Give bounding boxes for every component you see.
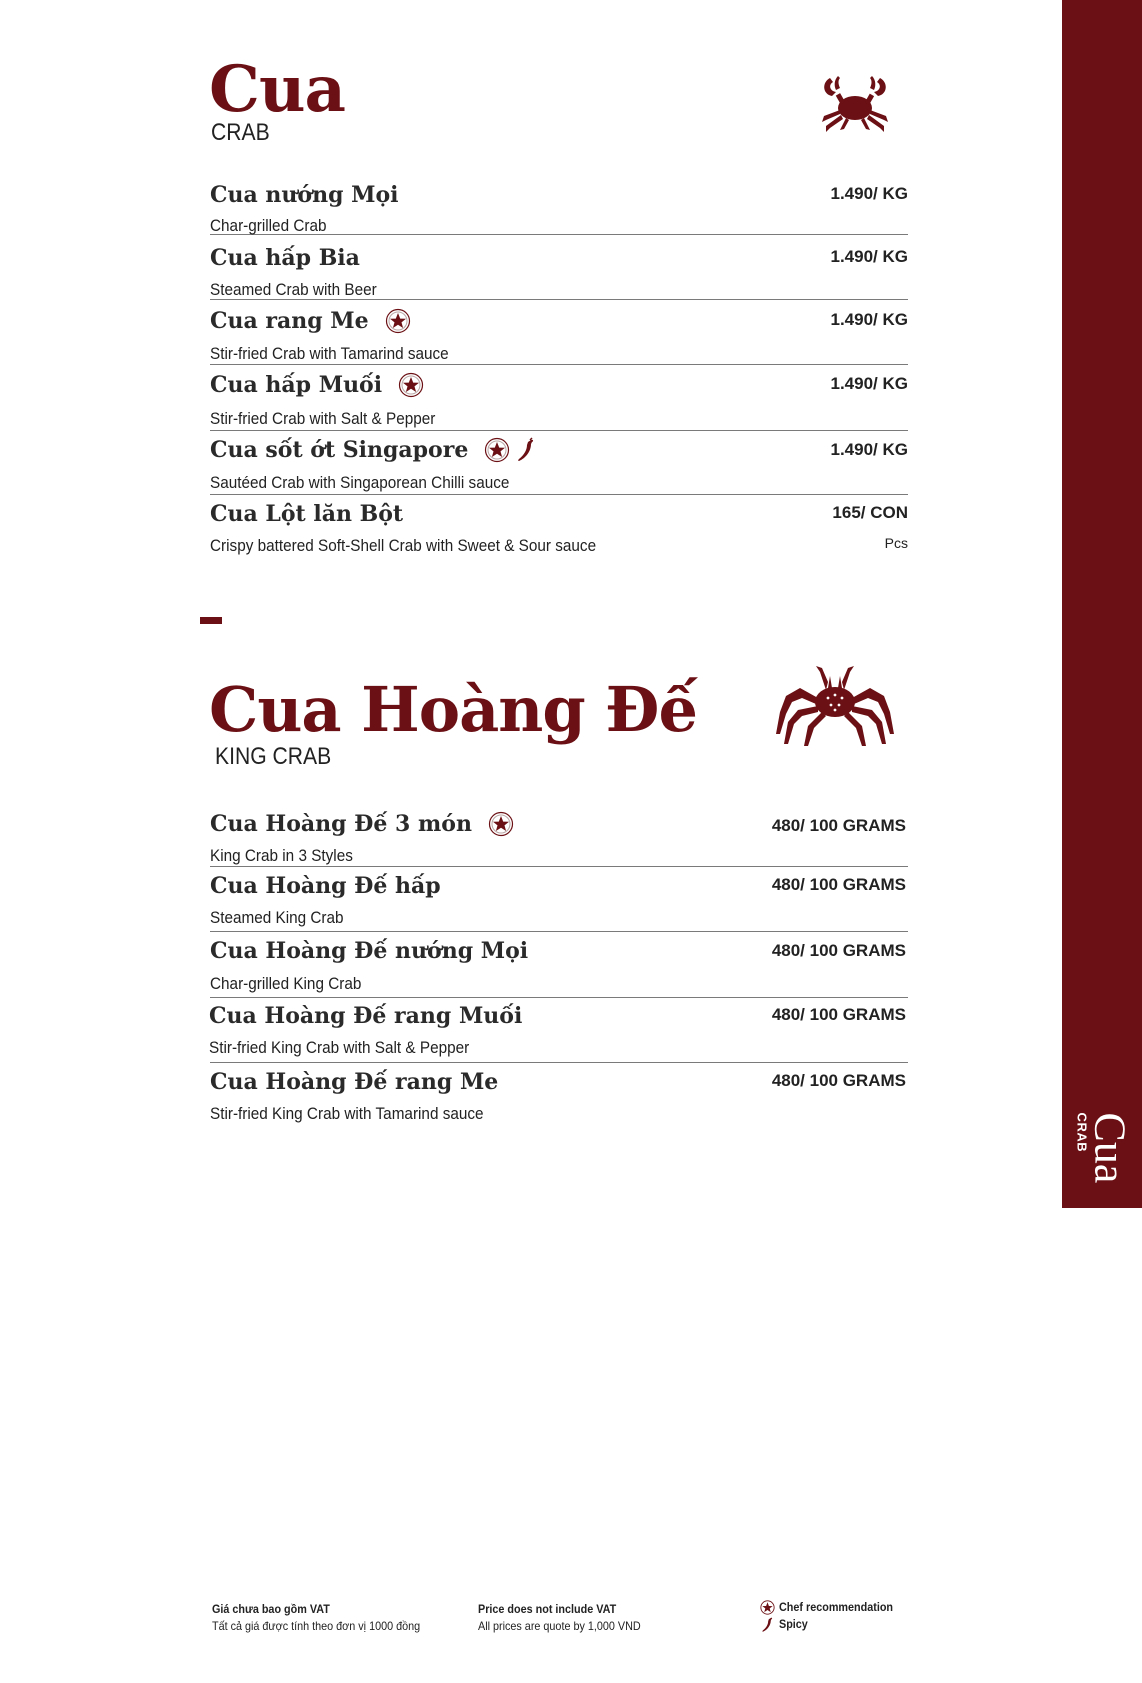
footer-vn-line-2: Tất cả giá được tính theo đơn vị 1000 đồng [212,1619,421,1633]
side-tab [1062,0,1142,1208]
menu-item [210,932,908,998]
item-name: Cua hấp Muối [210,372,424,398]
side-tab-label [1074,1112,1135,1184]
item-price: 1.490/ KG [830,247,908,266]
side-tab-subtitle: CRAB [1074,1112,1090,1153]
item-description: Char-grilled Crab [210,216,327,235]
item-description: Sautéed Crab with Singaporean Chilli sauce [210,473,510,492]
item-price: 165/ CON [832,503,908,522]
item-name: Cua Hoàng Đế rang Me [210,1069,499,1095]
footer-vn-line-1: Giá chưa bao gồm VAT [212,1602,330,1616]
item-price: 1.490/ KG [830,310,908,329]
footer-vietnamese-note [212,1601,443,1635]
crab-icon [818,74,892,134]
crab-section-title: Cua [209,52,345,127]
footer-en-line-1: Price does not include VAT [478,1602,617,1616]
item-description: Stir-fried Crab with Salt & Pepper [210,409,436,428]
item-name: Cua Hoàng Đế hấp [210,873,441,899]
crab-section-subtitle: CRAB [211,119,270,146]
side-tab-title: Cua [1085,1112,1135,1184]
item-description: Steamed King Crab [210,908,344,927]
crab-menu-list [210,176,908,555]
item-description: Stir-fried King Crab with Salt & Pepper [209,1038,470,1057]
item-price: 480/ 100 GRAMS [771,1071,906,1090]
menu-item [210,495,908,555]
king-crab-section-subtitle: KING CRAB [215,743,332,770]
legend-spicy-label: Spicy [779,1617,808,1631]
legend-spicy-row [760,1616,906,1633]
item-name: Cua Lột lăn Bột [210,501,404,527]
chili-pepper-icon [760,1616,775,1633]
footer-en-line-2: All prices are quote by 1,000 VND [478,1619,641,1633]
item-name: Cua Hoàng Đế nướng Mọi [210,938,529,964]
chef-recommendation-icon [385,308,411,334]
chef-recommendation-icon [760,1600,775,1615]
menu-item [210,867,908,932]
item-name: Cua sốt ớt Singapore [210,437,536,463]
legend-chef-label: Chef recommendation [779,1600,894,1614]
item-description: Crispy battered Soft-Shell Crab with Sweet & Sour sauce [210,536,597,555]
item-price: 1.490/ KG [830,440,908,459]
footer-english-note [478,1601,659,1635]
item-description: King Crab in 3 Styles [210,846,353,865]
section-divider-dash [200,617,222,624]
item-price: 1.490/ KG [830,374,908,393]
item-price: 480/ 100 GRAMS [771,816,906,835]
menu-item [210,1063,908,1125]
menu-item [210,300,908,365]
king-crab-icon [772,662,898,750]
item-price: 1.490/ KG [830,184,908,203]
footer-legend [760,1599,906,1633]
menu-item [210,176,908,235]
item-description: Char-grilled King Crab [210,974,362,993]
legend-chef-row [760,1599,906,1616]
item-description: Stir-fried King Crab with Tamarind sauce [210,1104,484,1123]
king-crab-menu-list [210,806,908,1125]
item-name: Cua nướng Mọi [210,182,399,208]
menu-item [210,998,908,1063]
chef-recommendation-icon [398,372,424,398]
item-description: Stir-fried Crab with Tamarind sauce [210,344,449,363]
king-crab-section-title: Cua Hoàng Đế [209,673,697,746]
item-name: Cua hấp Bia [210,245,360,271]
item-unit: Pcs [884,535,908,551]
item-name: Cua rang Me [210,308,411,334]
item-description: Steamed Crab with Beer [210,280,377,299]
item-price: 480/ 100 GRAMS [771,875,906,894]
item-price: 480/ 100 GRAMS [771,1005,906,1024]
menu-item [210,431,908,495]
menu-item [210,365,908,431]
menu-item [210,806,908,867]
chef-recommendation-icon [484,437,510,463]
chili-pepper-icon [516,437,536,463]
chef-recommendation-icon [488,811,514,837]
item-name: Cua Hoàng Đế 3 món [210,811,514,837]
menu-item [210,235,908,300]
item-name: Cua Hoàng Đế rang Muối [209,1003,523,1029]
item-price: 480/ 100 GRAMS [771,941,906,960]
